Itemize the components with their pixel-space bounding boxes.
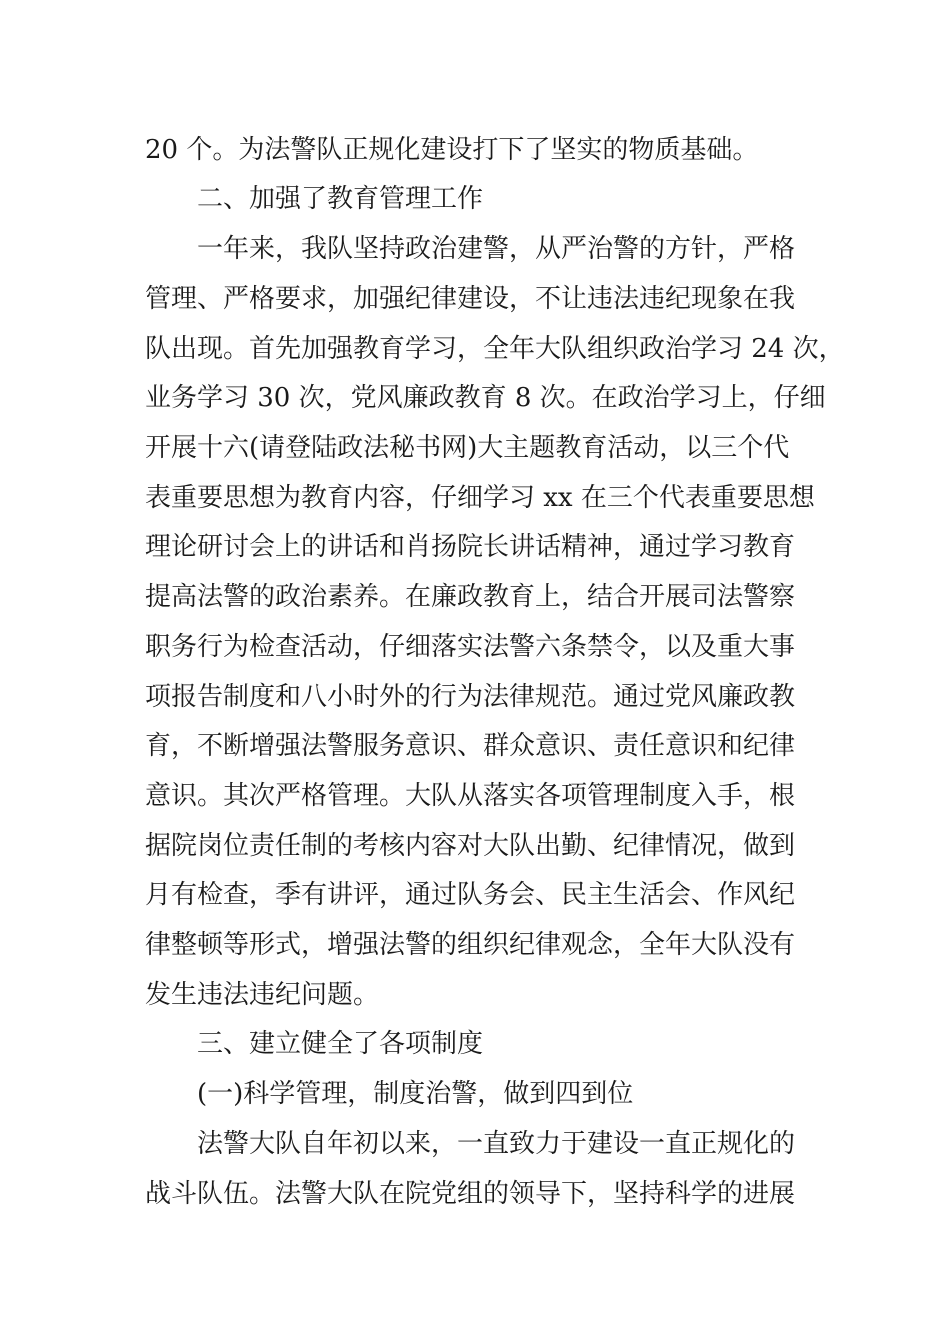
text-line: 据院岗位责任制的考核内容对大队出勤、纪律情况，做到 <box>145 831 796 861</box>
text-line: 法警大队自年初以来，一直致力于建设一直正规化的 <box>197 1129 796 1159</box>
text-line: 理论研讨会上的讲话和肖扬院长讲话精神，通过学习教育 <box>145 532 796 562</box>
text-line: 项报告制度和八小时外的行为法律规范。通过党风廉政教 <box>145 682 796 712</box>
subsection-heading: (一)科学管理，制度治警，做到四到位 <box>197 1079 634 1109</box>
text-line: 战斗队伍。法警大队在院党组的领导下，坚持科学的进展 <box>145 1179 796 1209</box>
text-line: 意识。其次严格管理。大队从落实各项管理制度入手，根 <box>145 781 796 811</box>
section-heading: 三、建立健全了各项制度 <box>197 1029 484 1059</box>
text-line: 一年来，我队坚持政治建警，从严治警的方针，严格 <box>197 234 796 264</box>
text-line: 业务学习 30 次，党风廉政教育 8 次。在政治学习上，仔细 <box>145 383 826 413</box>
text-line: 职务行为检查活动，仔细落实法警六条禁令，以及重大事 <box>145 632 796 662</box>
text-line: 表重要思想为教育内容，仔细学习 xx 在三个代表重要思想 <box>145 483 815 513</box>
text-line: 育，不断增强法警服务意识、群众意识、责任意识和纪律 <box>145 731 796 761</box>
text-line: 管理、严格要求，加强纪律建设，不让违法违纪现象在我 <box>145 284 796 314</box>
text-line: 队出现。首先加强教育学习，全年大队组织政治学习 24 次， <box>145 334 845 364</box>
text-line: 发生违法违纪问题。 <box>145 980 380 1010</box>
section-heading: 二、加强了教育管理工作 <box>197 184 484 214</box>
text-line: 开展十六(请登陆政法秘书网)大主题教育活动，以三个代 <box>145 433 790 463</box>
text-line: 律整顿等形式，增强法警的组织纪律观念，全年大队没有 <box>145 930 796 960</box>
text-line: 20 个。为法警队正规化建设打下了坚实的物质基础。 <box>145 135 759 165</box>
text-line: 提高法警的政治素养。在廉政教育上，结合开展司法警察 <box>145 582 796 612</box>
text-line: 月有检查，季有讲评，通过队务会、民主生活会、作风纪 <box>145 880 796 910</box>
